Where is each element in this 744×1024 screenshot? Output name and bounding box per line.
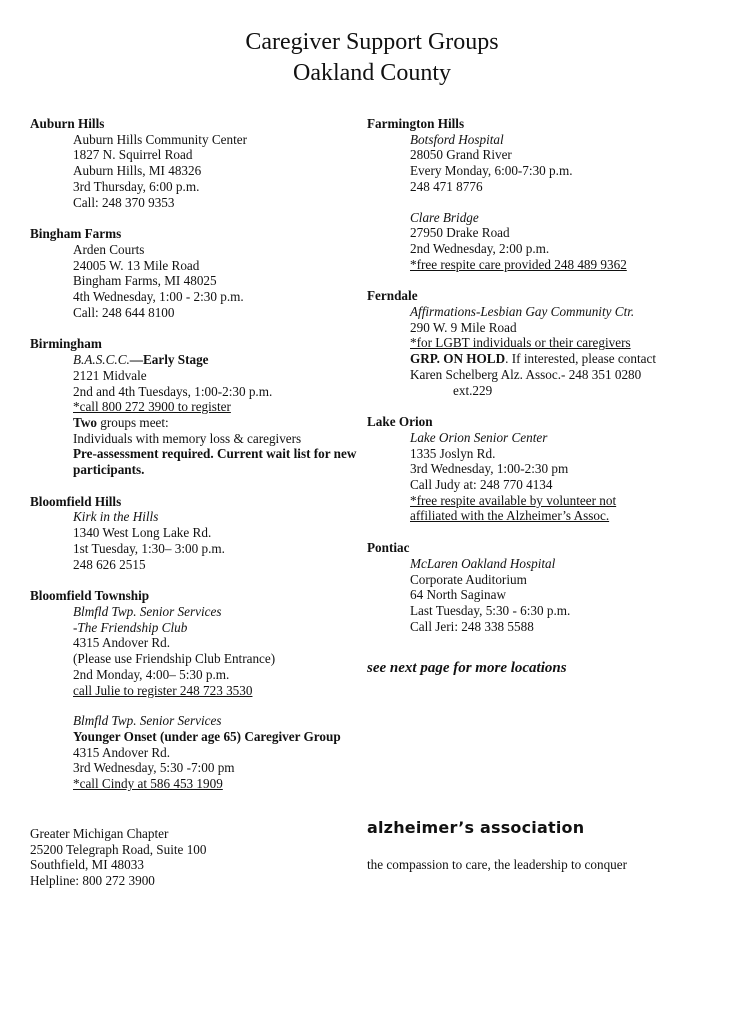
phone: Call Jeri: 248 338 5588 [410, 618, 534, 634]
audience-note: *for LGBT individuals or their caregivers [410, 335, 631, 351]
section-heading: Farmington Hills [367, 116, 465, 131]
section-heading: Auburn Hills [30, 116, 105, 131]
schedule: Last Tuesday, 5:30 - 6:30 p.m. [410, 602, 571, 618]
schedule: 2nd and 4th Tuesdays, 1:00-2:30 p.m. [73, 383, 273, 399]
phone: Call Judy at: 248 770 4134 [410, 477, 553, 493]
address: 2121 Midvale [73, 367, 147, 383]
location-name: Auburn Hills Community Center [73, 131, 247, 147]
section-heading: Bloomfield Township [30, 588, 150, 604]
address: 1827 N. Squirrel Road [73, 147, 193, 163]
section-birmingham [30, 336, 365, 477]
next-page-note: see next page for more locations [367, 660, 567, 676]
group-name: Younger Onset (under age 65) Caregiver Group [73, 728, 341, 744]
page-title: Caregiver Support Groups [245, 29, 499, 55]
left-column [30, 116, 365, 792]
schedule: 3rd Wednesday, 1:00-2:30 pm [410, 461, 569, 477]
location-name: Kirk in the Hills [73, 509, 159, 525]
schedule: 1st Tuesday, 1:30– 3:00 p.m. [73, 540, 225, 556]
hold-note-bold: GRP. ON HOLD [410, 351, 506, 367]
page-subtitle: Oakland County [293, 60, 451, 86]
address: 290 W. 9 Mile Road [410, 319, 517, 335]
address: 28050 Grand River [410, 147, 512, 163]
hold-note [367, 351, 737, 367]
section-auburn-hills [30, 116, 365, 210]
section-heading: Bingham Farms [30, 226, 122, 242]
location-name: Blmfld Twp. Senior Services [73, 603, 222, 619]
room: Corporate Auditorium [410, 571, 527, 587]
schedule: 3rd Thursday, 6:00 p.m. [73, 178, 200, 194]
section-bloomfield-township [30, 588, 365, 791]
location-name-italic: B.A.S.C.C. [73, 352, 130, 368]
schedule: 4th Wednesday, 1:00 - 2:30 p.m. [73, 289, 244, 305]
schedule: 3rd Wednesday, 5:30 -7:00 pm [73, 760, 235, 776]
address: 27950 Drake Road [410, 225, 510, 241]
right-column [367, 116, 737, 634]
section-heading: Birmingham [30, 336, 102, 352]
association-logo: alzheimer’s association [367, 818, 585, 837]
groups-note-bold: Two [73, 414, 97, 430]
city: Bingham Farms, MI 48025 [73, 273, 217, 289]
phone: Call: 248 644 8100 [73, 304, 175, 320]
respite-note: *free respite available by volunteer not [410, 492, 617, 508]
groups-note-rest: groups meet: [96, 414, 169, 430]
register-note: *call Cindy at 586 453 1909 [73, 776, 223, 792]
section-ferndale [367, 288, 737, 398]
chapter-street: 25200 Telegraph Road, Suite 100 [30, 841, 207, 857]
section-bingham-farms [30, 226, 365, 320]
location-name: Affirmations-Lesbian Gay Community Ctr. [410, 304, 635, 320]
location-name: Clare Bridge [410, 209, 479, 225]
schedule: 2nd Wednesday, 2:00 p.m. [410, 240, 550, 256]
location-subname: -The Friendship Club [73, 619, 188, 635]
groups-note [30, 415, 365, 431]
location-name [30, 352, 365, 368]
contact: Karen Schelberg Alz. Assoc.- 248 351 0280 [410, 366, 642, 382]
chapter-city: Southfield, MI 48033 [30, 857, 144, 873]
assessment-note: Pre-assessment required. Current wait list for new [73, 446, 357, 462]
register-note: call Julie to register 248 723 3530 [73, 682, 253, 698]
section-pontiac [367, 540, 737, 634]
section-heading: Bloomfield Hills [30, 493, 122, 509]
location-name: McLaren Oakland Hospital [410, 555, 556, 571]
section-heading: Lake Orion [367, 414, 433, 430]
schedule: 2nd Monday, 4:00– 5:30 p.m. [73, 666, 230, 682]
entrance-note: (Please use Friendship Club Entrance) [73, 651, 276, 667]
location-name: Blmfld Twp. Senior Services [73, 713, 222, 729]
address: 1340 West Long Lake Rd. [73, 525, 212, 541]
section-bloomfield-hills [30, 494, 365, 573]
address: 1335 Joslyn Rd. [410, 445, 496, 461]
section-heading: Pontiac [367, 540, 410, 556]
audience: Individuals with memory loss & caregivers [73, 430, 302, 446]
chapter-name: Greater Michigan Chapter [30, 826, 169, 841]
location-name: Lake Orion Senior Center [410, 429, 548, 445]
city: Auburn Hills, MI 48326 [73, 163, 202, 179]
register-note: *call 800 272 3900 to register [73, 399, 231, 415]
location-name-suffix: —Early Stage [129, 352, 209, 368]
respite-note: *free respite care provided 248 489 9362 [410, 256, 627, 272]
helpline: Helpline: 800 272 3900 [30, 873, 155, 889]
section-farmington-hills [367, 116, 737, 272]
phone: 248 471 8776 [410, 178, 483, 194]
section-lake-orion [367, 414, 737, 524]
address: 4315 Andover Rd. [73, 744, 171, 760]
location-name: Botsford Hospital [410, 131, 504, 147]
location-name: Arden Courts [73, 241, 145, 257]
tagline: the compassion to care, the leadership to conquer [367, 857, 627, 872]
assessment-note-cont: participants. [73, 462, 145, 478]
hold-note-rest: . If interested, please contact [505, 351, 656, 367]
address: 64 North Saginaw [410, 587, 506, 603]
schedule: Every Monday, 6:00-7:30 p.m. [410, 163, 573, 179]
phone: Call: 248 370 9353 [73, 194, 175, 210]
contact-extension: ext.229 [453, 382, 493, 398]
section-heading: Ferndale [367, 288, 418, 304]
address: 24005 W. 13 Mile Road [73, 257, 200, 273]
chapter-address [30, 826, 206, 889]
respite-note-cont: affiliated with the Alzheimer’s Assoc. [410, 508, 610, 524]
address: 4315 Andover Rd. [73, 635, 171, 651]
phone: 248 626 2515 [73, 556, 146, 572]
